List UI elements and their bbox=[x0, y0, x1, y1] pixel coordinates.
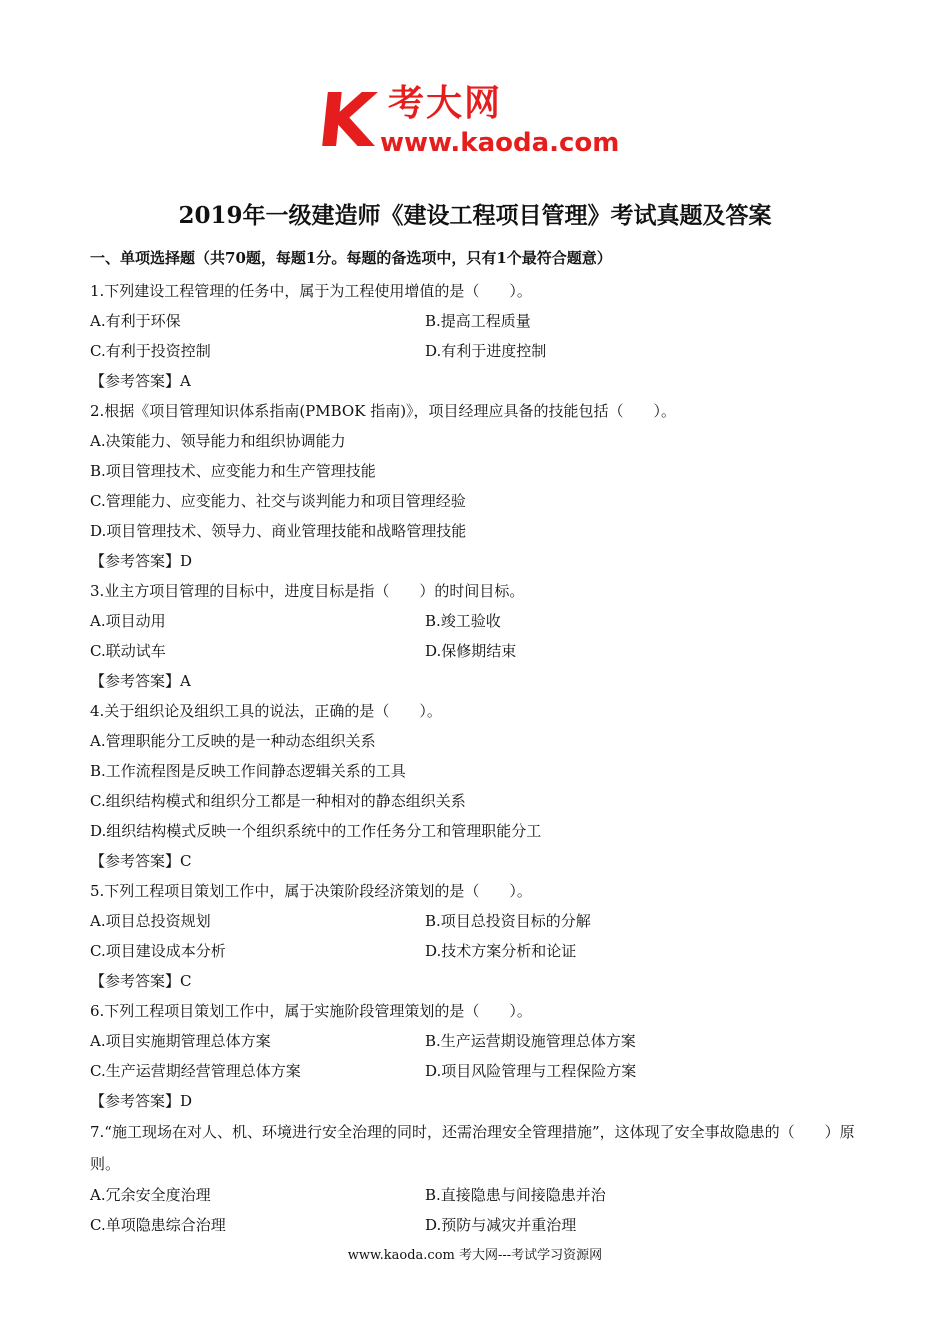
option: B.项目总投资目标的分解 bbox=[425, 912, 591, 930]
answer: 【参考答案】D bbox=[90, 552, 193, 570]
document-title: 2019年一级建造师《建设工程项目管理》考试真题及答案 bbox=[178, 202, 772, 229]
answer: 【参考答案】D bbox=[90, 1092, 193, 1110]
question-stem: 3.业主方项目管理的目标中，进度目标是指（ ）的时间目标。 bbox=[90, 582, 525, 600]
option: A.项目总投资规划 bbox=[90, 912, 211, 930]
option: B.生产运营期设施管理总体方案 bbox=[425, 1032, 636, 1050]
option: B.竣工验收 bbox=[425, 612, 501, 630]
option: D.预防与减灾并重治理 bbox=[425, 1216, 577, 1234]
option: D.保修期结束 bbox=[425, 642, 517, 660]
page-footer: www.kaoda.com 考大网---考试学习资源网 bbox=[347, 1248, 603, 1263]
option: C.单项隐患综合治理 bbox=[90, 1216, 226, 1234]
options-row bbox=[90, 306, 870, 336]
question-stem: 6.下列工程项目策划工作中，属于实施阶段管理策划的是（ ）。 bbox=[90, 1002, 532, 1020]
logo-url: www.kaoda.com bbox=[380, 128, 620, 158]
logo-k-mark: K bbox=[313, 78, 380, 164]
question-stem: 7.“施工现场在对人、机、环境进行安全治理的同时，还需治理安全管理措施”，这体现了安全事故隐患的（ ）原则。 bbox=[90, 1123, 855, 1173]
option: B.项目管理技术、应变能力和生产管理技能 bbox=[90, 462, 376, 480]
options-row bbox=[90, 336, 870, 366]
logo-name: 考大网 bbox=[388, 83, 503, 124]
options-row bbox=[90, 1210, 870, 1240]
kaoda-logo bbox=[313, 78, 638, 164]
option: D.组织结构模式反映一个组织系统中的工作任务分工和管理职能分工 bbox=[90, 822, 542, 840]
options-row bbox=[90, 636, 870, 666]
answer: 【参考答案】C bbox=[90, 852, 192, 870]
option: B.直接隐患与间接隐患并治 bbox=[425, 1186, 606, 1204]
option: C.生产运营期经营管理总体方案 bbox=[90, 1062, 301, 1080]
options-row bbox=[90, 1026, 870, 1056]
option: C.组织结构模式和组织分工都是一种相对的静态组织关系 bbox=[90, 792, 466, 810]
question-list bbox=[90, 276, 870, 1240]
section-heading: 一、单项选择题（共70题，每题1分。每题的备选项中，只有1个最符合题意） bbox=[90, 249, 612, 267]
options-row bbox=[90, 906, 870, 936]
question-stem: 5.下列工程项目策划工作中，属于决策阶段经济策划的是（ ）。 bbox=[90, 882, 532, 900]
option: C.有利于投资控制 bbox=[90, 342, 211, 360]
options-row bbox=[90, 936, 870, 966]
option: C.管理能力、应变能力、社交与谈判能力和项目管理经验 bbox=[90, 492, 466, 510]
option: A.管理职能分工反映的是一种动态组织关系 bbox=[90, 732, 376, 750]
answer: 【参考答案】A bbox=[90, 672, 191, 690]
option: B.提高工程质量 bbox=[425, 312, 531, 330]
option: D.项目管理技术、领导力、商业管理技能和战略管理技能 bbox=[90, 522, 467, 540]
answer: 【参考答案】A bbox=[90, 372, 191, 390]
question-stem: 2.根据《项目管理知识体系指南(PMBOK 指南)》，项目经理应具备的技能包括（ ）。 bbox=[90, 402, 677, 420]
option: A.决策能力、领导能力和组织协调能力 bbox=[90, 432, 346, 450]
answer: 【参考答案】C bbox=[90, 972, 192, 990]
question-stem: 4.关于组织论及组织工具的说法，正确的是（ ）。 bbox=[90, 702, 442, 720]
option: D.有利于进度控制 bbox=[425, 342, 547, 360]
option: A.有利于环保 bbox=[90, 312, 181, 330]
options-row bbox=[90, 1180, 870, 1210]
question-stem: 1.下列建设工程管理的任务中，属于为工程使用增值的是（ ）。 bbox=[90, 282, 532, 300]
option: C.联动试车 bbox=[90, 642, 166, 660]
options-row bbox=[90, 1056, 870, 1086]
option: A.项目动用 bbox=[90, 612, 166, 630]
options-row bbox=[90, 606, 870, 636]
option: D.技术方案分析和论证 bbox=[425, 942, 577, 960]
option: C.项目建设成本分析 bbox=[90, 942, 226, 960]
option: B.工作流程图是反映工作间静态逻辑关系的工具 bbox=[90, 762, 406, 780]
option: A.项目实施期管理总体方案 bbox=[90, 1032, 271, 1050]
option: D.项目风险管理与工程保险方案 bbox=[425, 1062, 637, 1080]
option: A.冗余安全度治理 bbox=[90, 1186, 211, 1204]
